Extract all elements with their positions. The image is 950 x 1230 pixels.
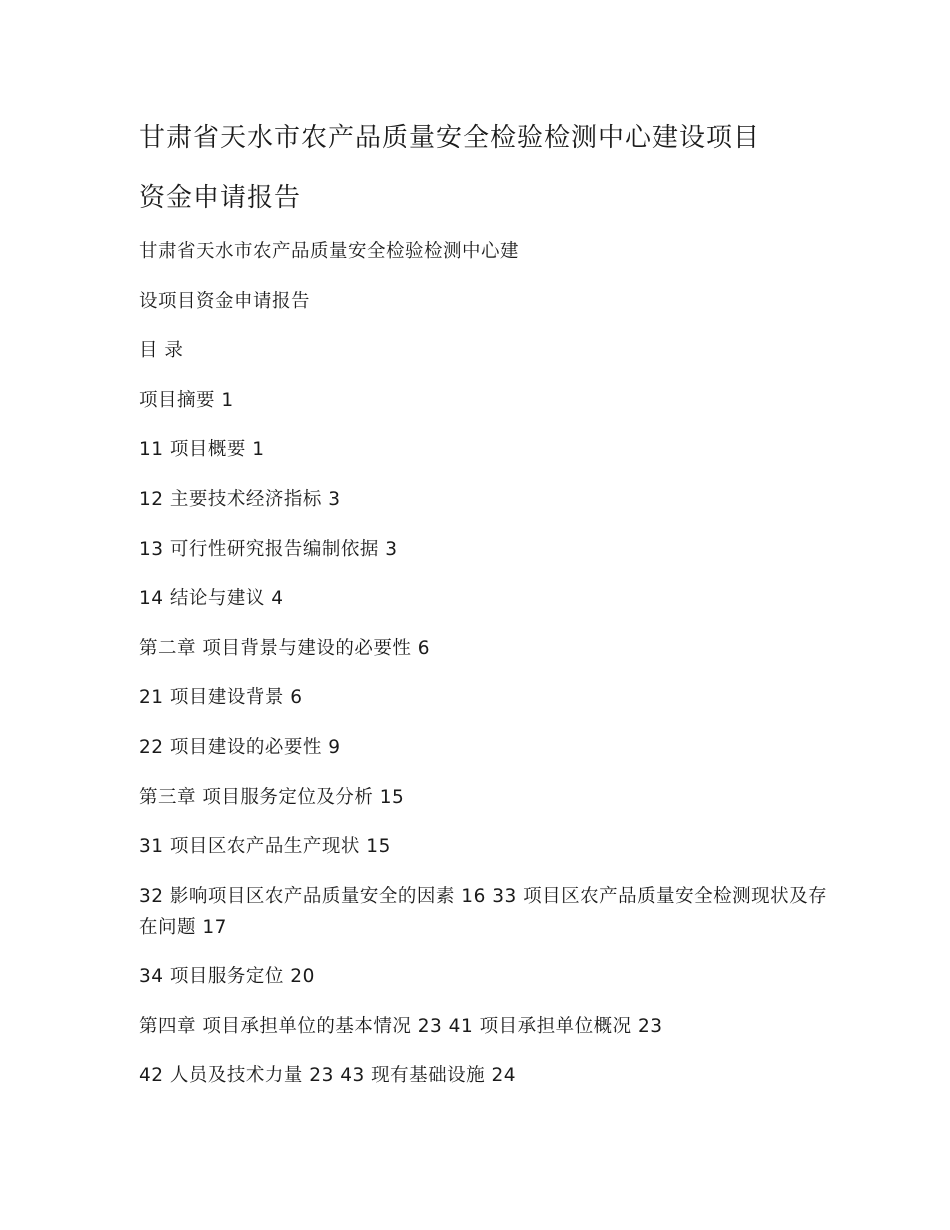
- toc-entry: 34 项目服务定位 20: [139, 966, 315, 987]
- toc-entry: 第三章 项目服务定位及分析 15: [139, 787, 405, 808]
- document-title-line-1: 甘肃省天水市农产品质量安全检验检测中心建设项目: [139, 123, 761, 153]
- toc-entry: 12 主要技术经济指标 3: [139, 489, 341, 510]
- toc-entry: 第二章 项目背景与建设的必要性 6: [139, 638, 431, 659]
- toc-entry: 42 人员及技术力量 23 43 现有基础设施 24: [139, 1065, 517, 1086]
- document-title-line-2: 资金申请报告: [139, 183, 302, 213]
- toc-entry: 32 影响项目区农产品质量安全的因素 16 33 项目区农产品质量安全检测现状及存在问题 17: [139, 886, 828, 938]
- toc-entry: 项目摘要 1: [139, 390, 234, 411]
- toc-entry: 21 项目建设背景 6: [139, 687, 303, 708]
- toc-entry: 14 结论与建议 4: [139, 588, 284, 609]
- toc-entry: 13 可行性研究报告编制依据 3: [139, 539, 398, 560]
- toc-entry: 第四章 项目承担单位的基本情况 23 41 项目承担单位概况 23: [139, 1016, 663, 1037]
- toc-entry: 22 项目建设的必要性 9: [139, 737, 341, 758]
- toc-entry: 31 项目区农产品生产现状 15: [139, 836, 391, 857]
- toc-heading: 目 录: [139, 340, 184, 361]
- document-subtitle-line-2: 设项目资金申请报告: [139, 291, 311, 312]
- document-subtitle-line-1: 甘肃省天水市农产品质量安全检验检测中心建: [139, 241, 520, 262]
- toc-entry: 11 项目概要 1: [139, 439, 265, 460]
